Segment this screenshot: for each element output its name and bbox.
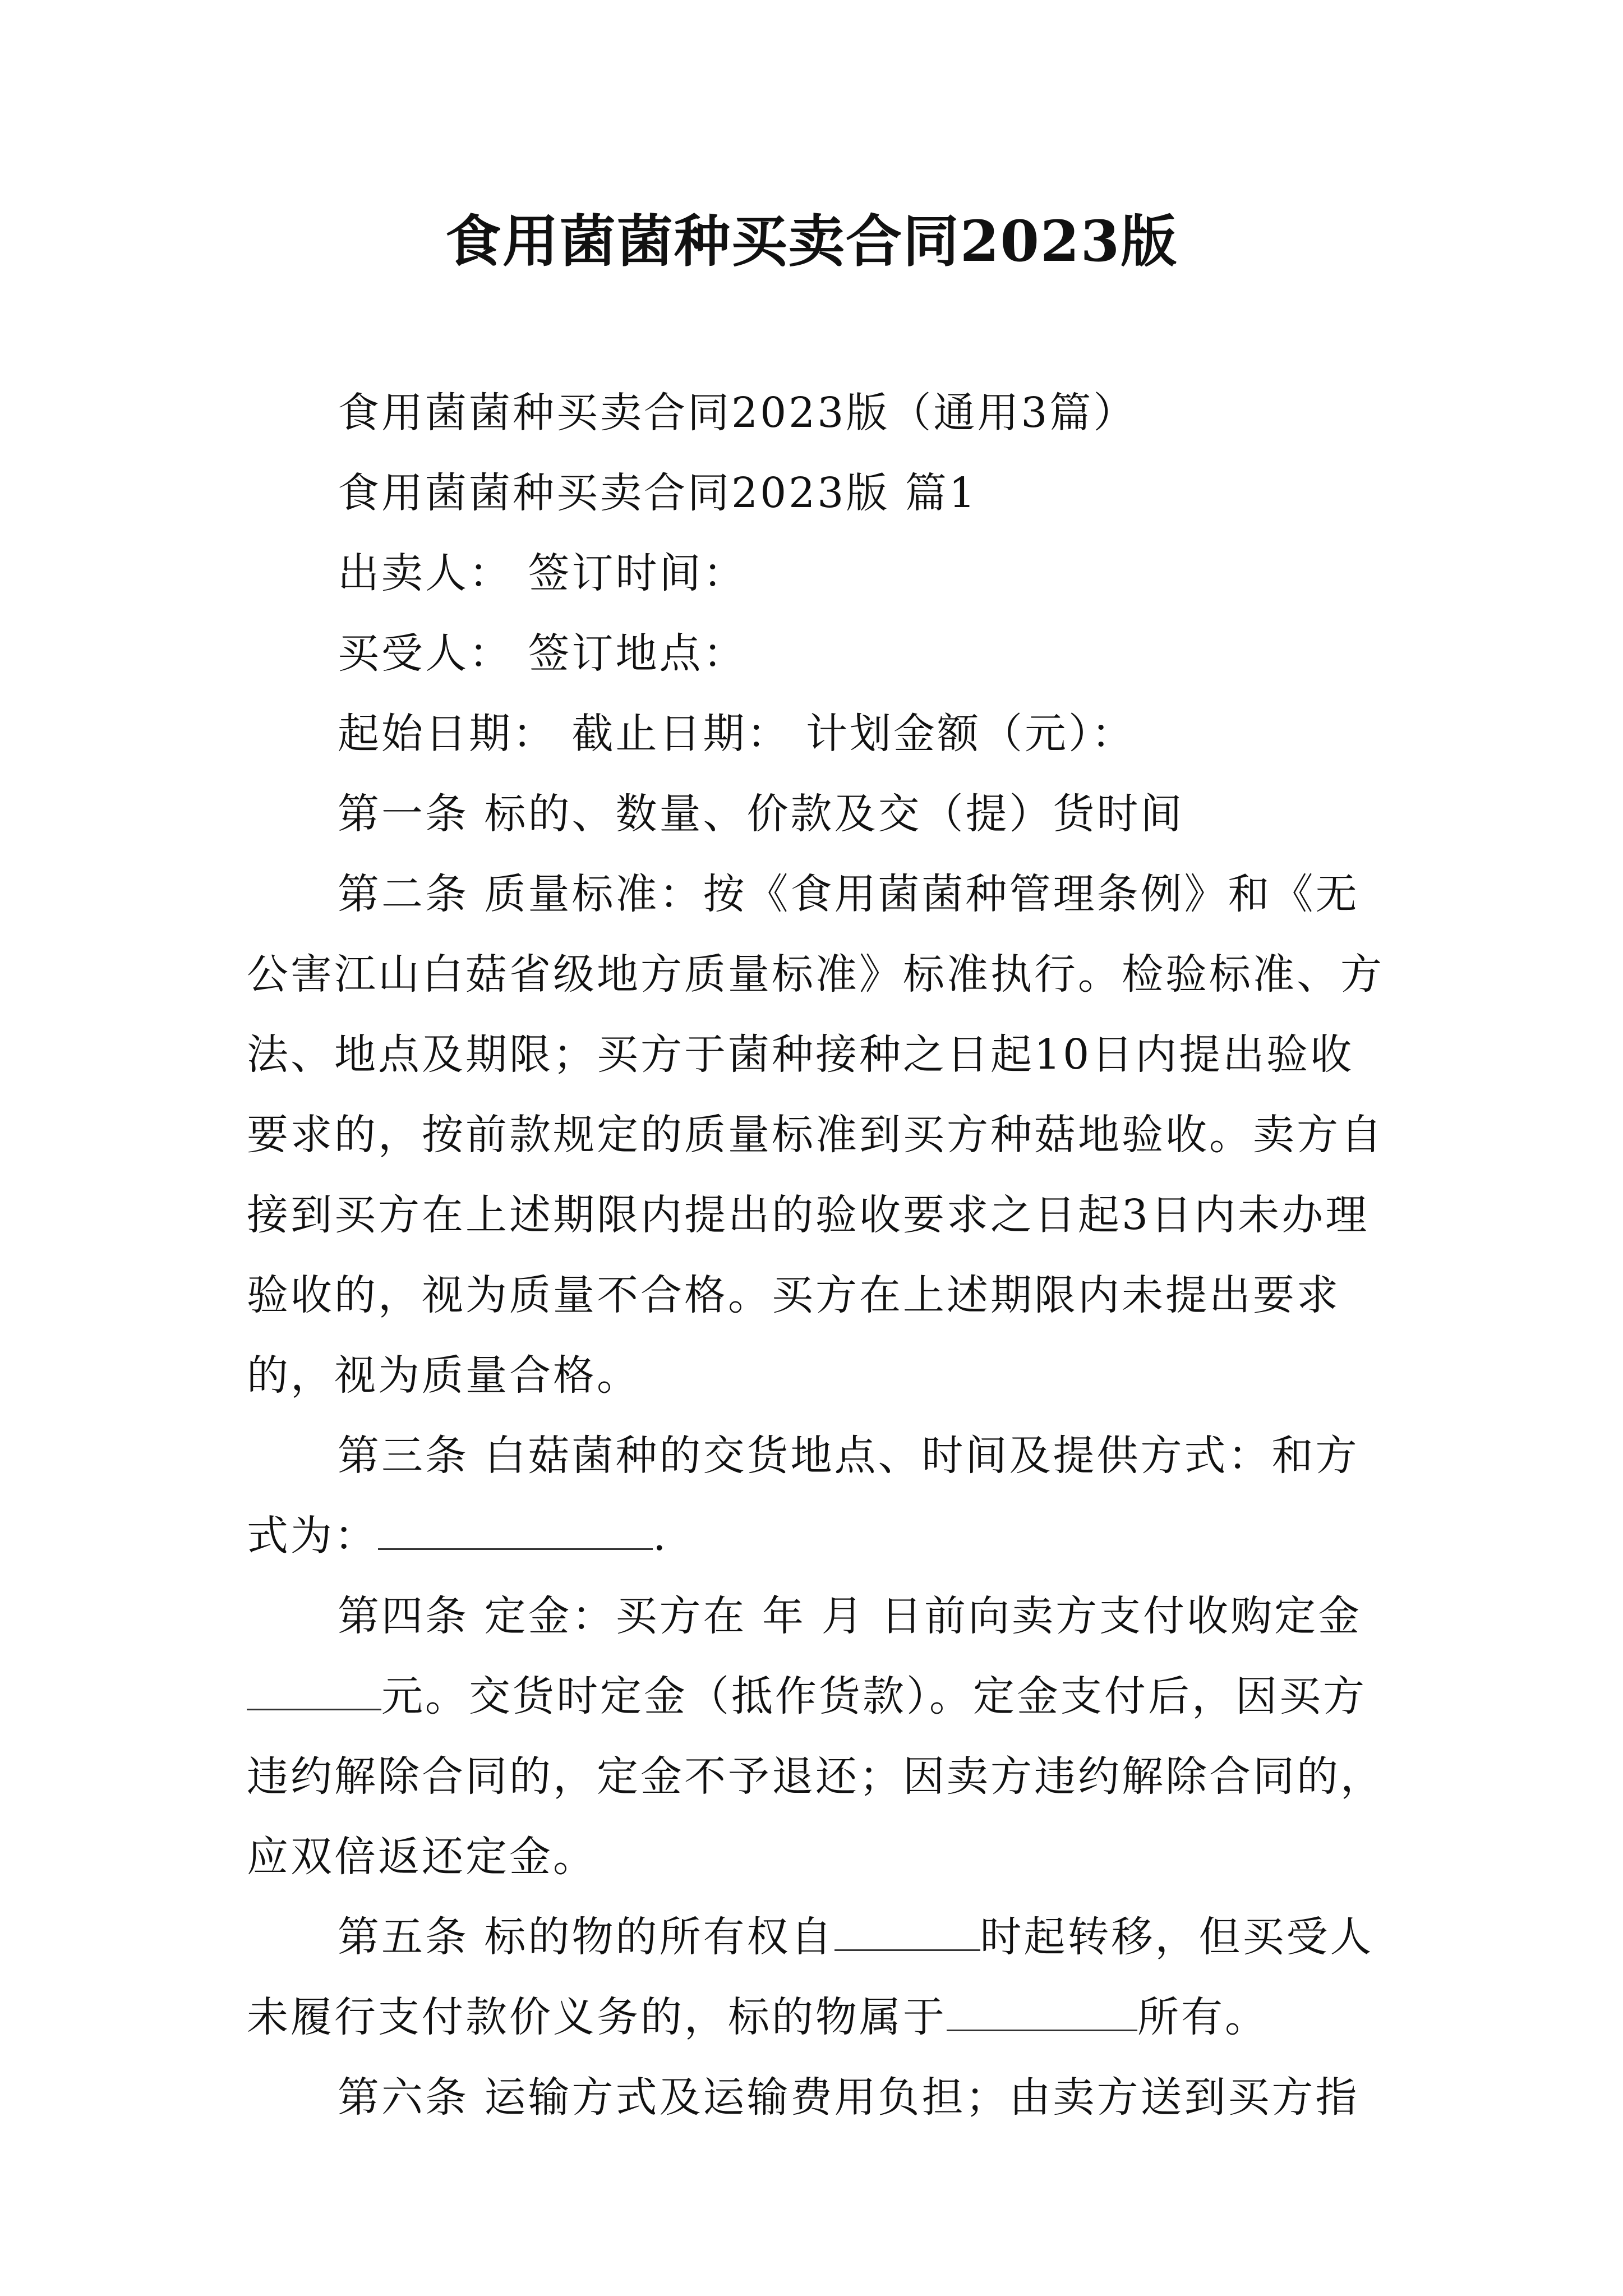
article-4-text-2: 元。交货时定金（抵作货款）。定金支付后，因买方违约解除合同的，定金不予退还；因卖方违约解除合同的，应双倍返还定金。: [247, 1672, 1384, 1881]
document-body: [247, 373, 1391, 2138]
document-title: 食用菌菌种买卖合同2023版: [445, 208, 1178, 274]
paragraph-subtitle: 食用菌菌种买卖合同2023版（通用3篇）: [338, 389, 1137, 437]
article-3-text: 第三条 白菇菌种的交货地点、时间及提供方式：和方式为：: [247, 1432, 1359, 1560]
article-5-text-2: 时起转移，但买受人未履行支付款价义务的，标的物属于: [247, 1913, 1374, 2041]
blank-line: [378, 1512, 653, 1550]
paragraph-article-3: [247, 1416, 1391, 1576]
blank-line: [947, 1994, 1137, 2031]
paragraph-dates: 起始日期： 截止日期： 计划金额（元）：: [338, 710, 1136, 758]
article-5-text-1: 第五条 标的物的所有权自: [338, 1913, 834, 1961]
paragraph-article-2: 第二条 质量标准：按《食用菌菌种管理条例》和《无公害江山白菇省级地方质量标准》标准执行。检验标准、方法、地点及期限；买方于菌种接种之日起10日内提出验收要求的，按前款规定的质量标准到买方种菇地验收。卖方自接到买方在上述期限内提出的验收要求之日起3日内未办理验收的，视为质量不合格。买方在上述期限内未提出要求的，视为质量合格。: [247, 870, 1384, 1400]
article-5-text-3: 所有。: [1137, 1993, 1269, 2041]
paragraph-article-6: 第六条 运输方式及运输费用负担；由卖方送到买方指: [338, 2073, 1359, 2122]
paragraph-seller: 出卖人： 签订时间：: [338, 549, 747, 597]
paragraph-article-1: 第一条 标的、数量、价款及交（提）货时间: [338, 790, 1184, 838]
article-4-text-1: 第四条 定金：买方在 年 月 日前向卖方支付收购定金: [338, 1592, 1362, 1640]
blank-line: [247, 1673, 381, 1710]
paragraph-buyer: 买受人： 签订地点：: [338, 629, 747, 678]
paragraph-part-heading: 食用菌菌种买卖合同2023版 篇1: [338, 469, 978, 517]
blank-line: [834, 1913, 980, 1951]
paragraph-article-5: [247, 1897, 1391, 2058]
article-3-end: .: [653, 1512, 668, 1560]
paragraph-article-4: [247, 1576, 1391, 1897]
